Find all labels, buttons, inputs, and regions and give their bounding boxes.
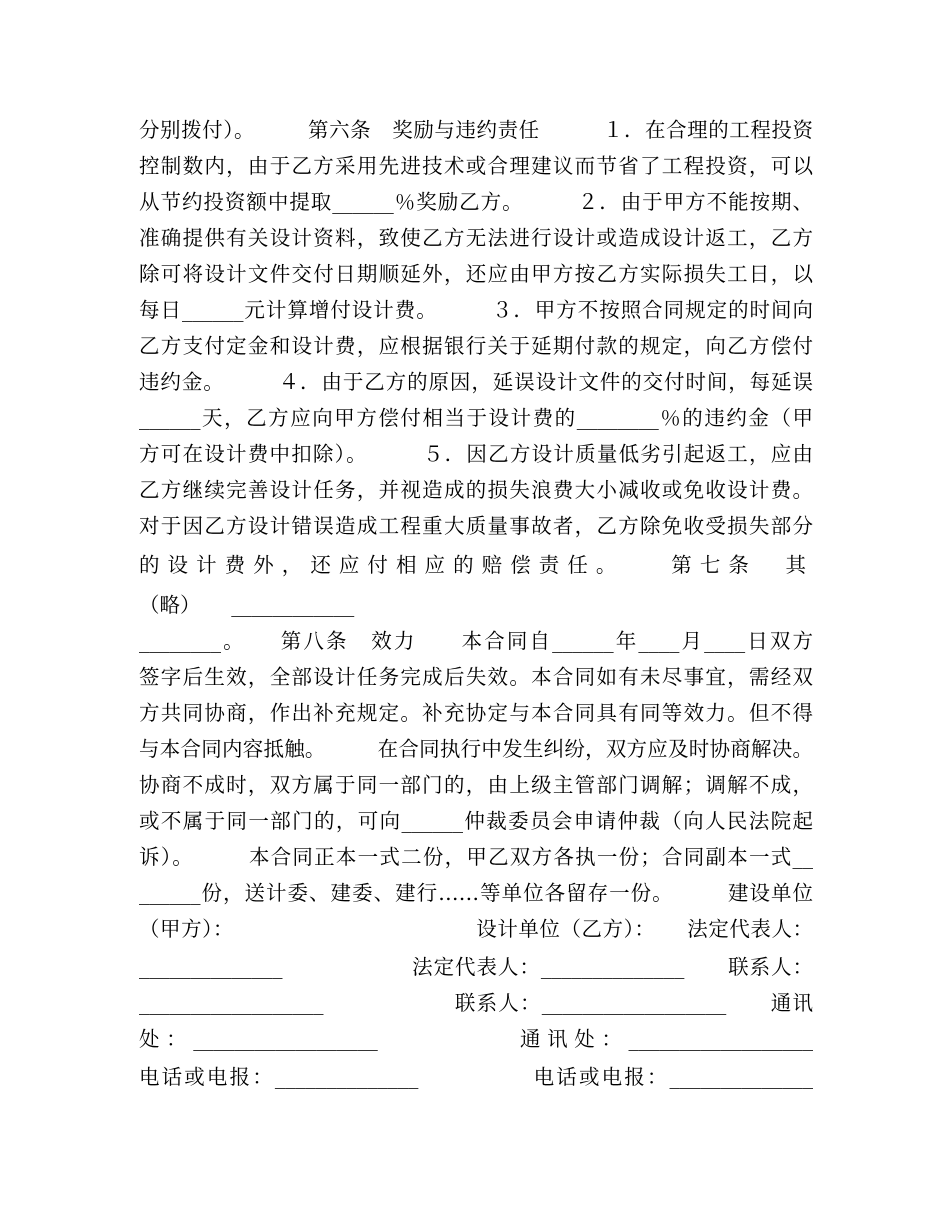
- signature-line: __________________ 联系人：__________________ 通讯: [139, 991, 813, 1015]
- text-line: 控制数内，由于乙方采用先进技术或合理建议而节省了工程投资，可以: [139, 154, 813, 178]
- text-line: 签字后生效，全部设计任务完成后失效。本合同如有未尽事宜，需经双: [139, 665, 813, 689]
- signature-line: 处：__________________ 通讯处：__________________: [139, 1027, 813, 1051]
- text-line: ______天，乙方应向甲方偿付相当于设计费的________％的违约金（甲: [139, 406, 813, 430]
- text-line: 方可在设计费中扣除）。 ５．因乙方设计质量低劣引起返工，应由: [139, 442, 813, 466]
- text-line: 违约金。 ４．由于乙方的原因，延误设计文件的交付时间，每延误: [139, 370, 813, 394]
- text-line: 乙方支付定金和设计费，应根据银行关于延期付款的规定，向乙方偿付: [139, 334, 813, 358]
- signature-line: 电话或电报：______________ 电话或电报：______________: [139, 1065, 813, 1089]
- text-line: 除可将设计文件交付日期顺延外，还应由甲方按乙方实际损失工日，以: [139, 262, 813, 286]
- text-line: 从节约投资额中提取______％奖励乙方。 ２．由于甲方不能按期、: [139, 190, 813, 214]
- text-line: 准确提供有关设计资料，致使乙方无法进行设计或造成设计返工，乙方: [139, 226, 813, 250]
- text-line: 对于因乙方设计错误造成工程重大质量事故者，乙方除免收受损失部分: [139, 514, 813, 538]
- text-line: 乙方继续完善设计任务，并视造成的损失浪费大小减收或免收设计费。: [139, 478, 813, 502]
- text-line: ________。 第八条 效力 本合同自______年____月____日双方: [139, 629, 813, 653]
- signature-line: ______________ 法定代表人：______________ 联系人：: [139, 955, 813, 979]
- text-line: 协商不成时，双方属于同一部门的，由上级主管部门调解；调解不成，: [139, 773, 813, 797]
- text-line: 或不属于同一部门的，可向______仲裁委员会申请仲裁（向人民法院起: [139, 809, 813, 833]
- text-line: 每日______元计算增付设计费。 ３．甲方不按照合同规定的时间向: [139, 298, 813, 322]
- text-line: 分别拨付）。 第六条 奖励与违约责任 １．在合理的工程投资: [139, 118, 813, 142]
- text-line: 诉）。 本合同正本一式二份，甲乙双方各执一份；合同副本一式__: [139, 845, 813, 869]
- text-line: （略） ____________: [139, 593, 355, 617]
- text-line: 方共同协商，作出补充规定。补充协定与本合同具有同等效力。但不得: [139, 701, 813, 725]
- text-line: ______份，送计委、建委、建行……等单位各留存一份。 建设单位: [139, 881, 813, 905]
- text-line: 与本合同内容抵触。 在合同执行中发生纠纷，双方应及时协商解决。: [139, 737, 813, 761]
- signature-line: （甲方）： 设计单位（乙方）： 法定代表人：: [139, 917, 813, 941]
- text-line: 的设计费外，还应付相应的赔偿责任。 第七条 其: [139, 553, 813, 577]
